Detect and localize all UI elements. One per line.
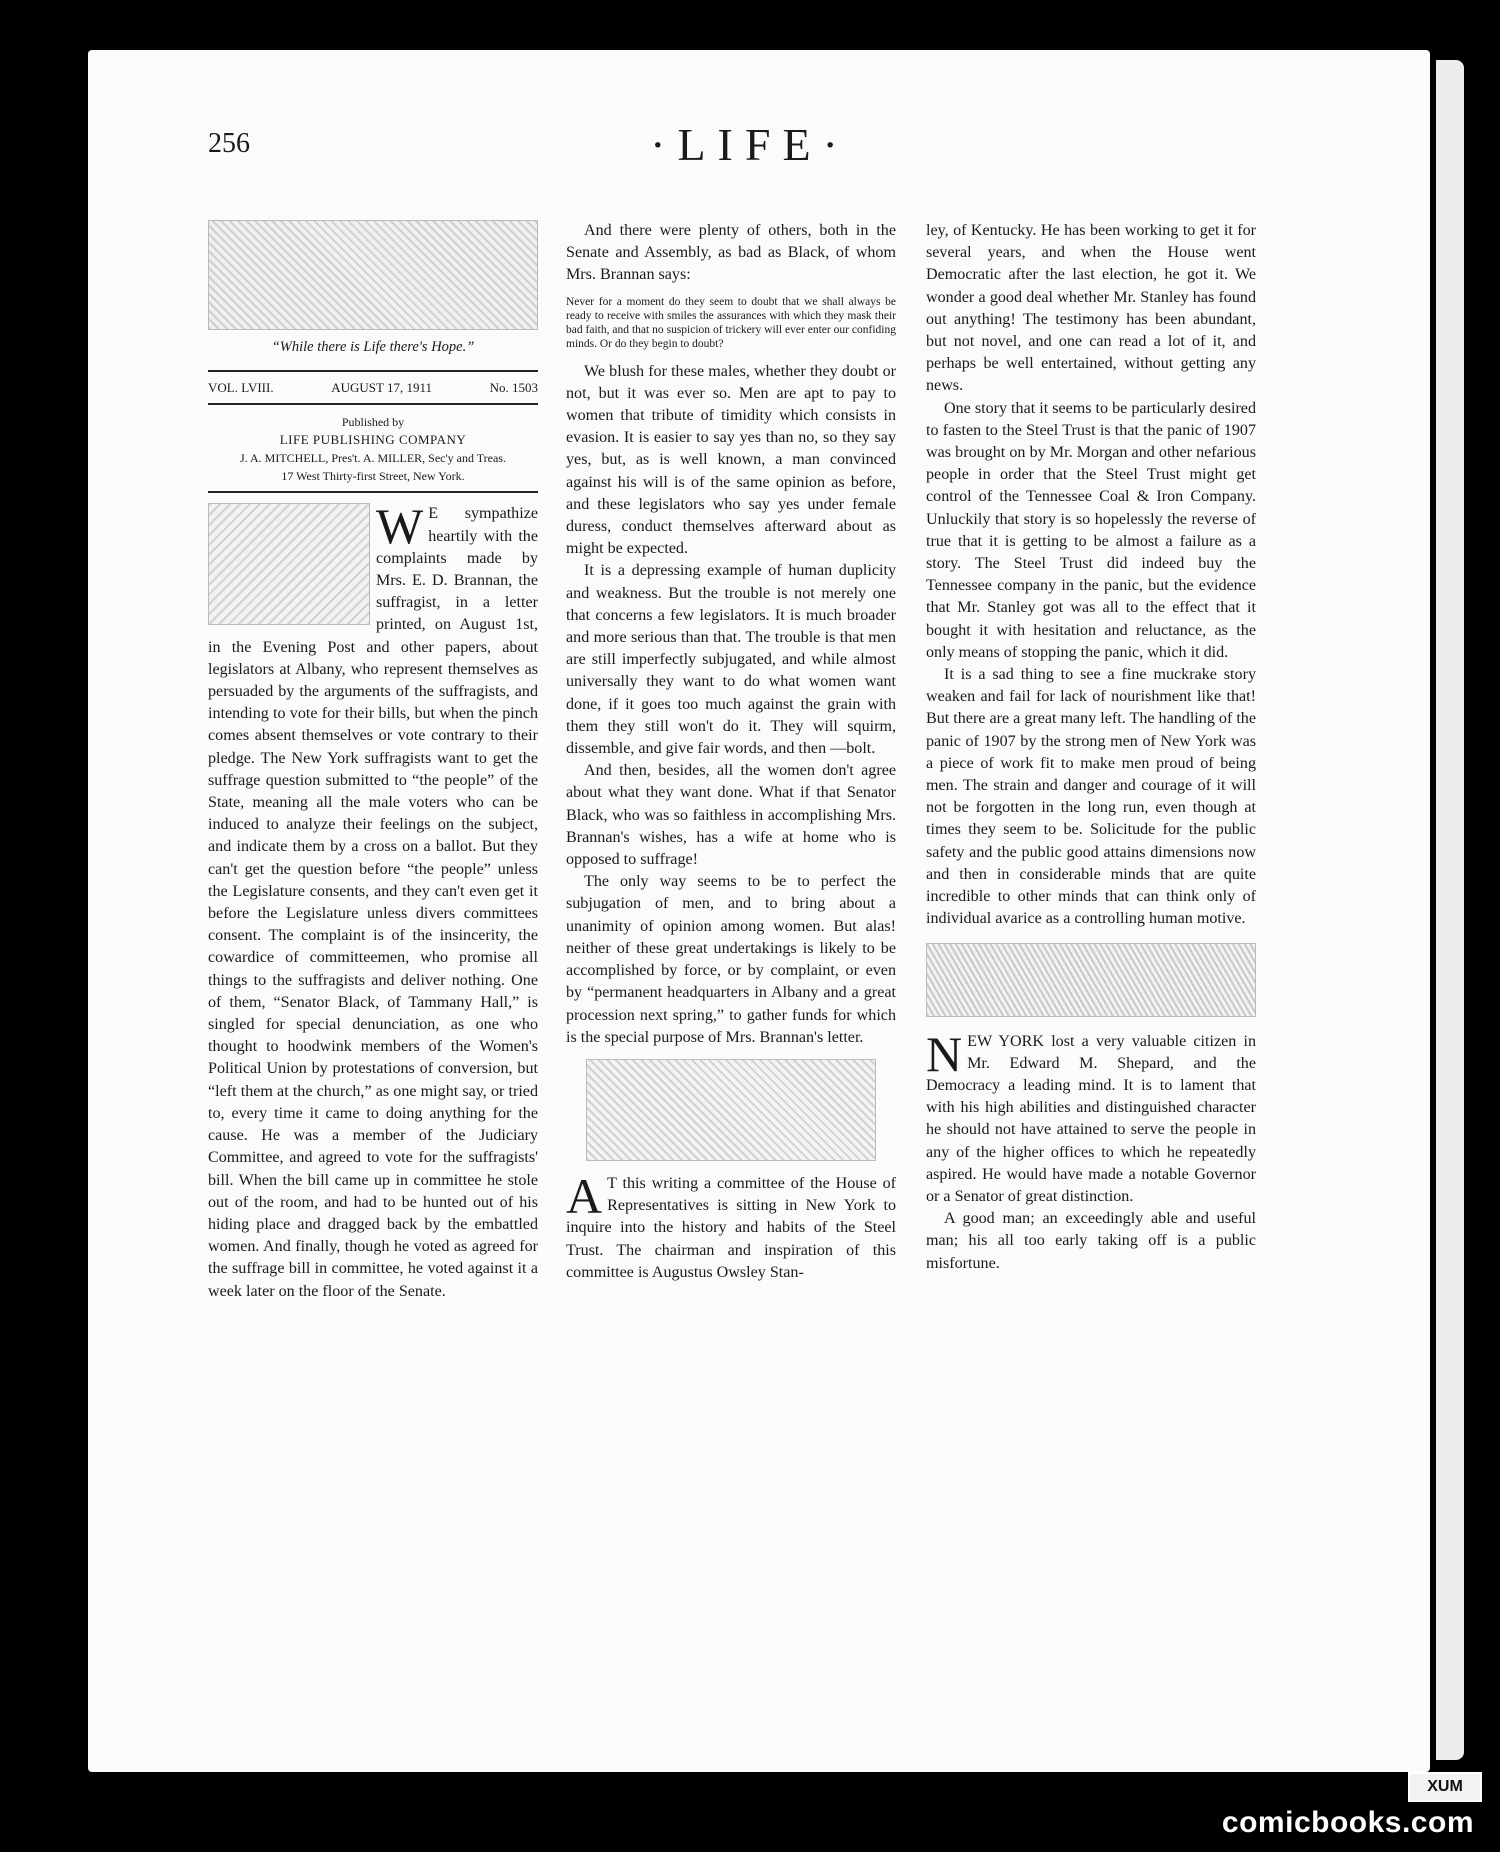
editorial-paragraph: The only way seems to be to perfect the subjugation of men, and to bring about a unanimity of opinion among women. But alas! neither of these great undertakings is likely to be accomplished by force, or by complaint, or even by “permanent headquarters in Albany and a great procession next spring,” to gather funds for which is the special purpose of Mrs. Brannan's letter. bbox=[566, 873, 896, 1046]
editorial-cartoon-illustration bbox=[208, 503, 370, 625]
editorial-paragraph: ley, of Kentucky. He has been working to get it for several years, and when the House went Democratic after the last election, he got it. We wonder a good deal whether Mr. Stanley has found out anything! The testimony has been abundant, but not novel, and one can read a lot of it, and perhaps be well entertained, without getting any news. bbox=[926, 222, 1256, 395]
publisher-block bbox=[208, 413, 538, 485]
column-3 bbox=[926, 220, 1256, 1275]
block-quote: Never for a moment do they seem to doubt that we shall always be ready to receive with smiles the assurances with which they mask their bad faith, and that no suspicion of trickery will ever enter our confiding minds. Or do they begin to doubt? bbox=[566, 295, 896, 350]
publisher-company: LIFE PUBLISHING COMPANY bbox=[279, 432, 467, 448]
page-number: 256 bbox=[208, 128, 250, 159]
column-2 bbox=[566, 220, 896, 1284]
facing-page-edge bbox=[1436, 60, 1464, 1760]
column-1 bbox=[208, 220, 538, 1303]
drop-cap: N bbox=[926, 1025, 963, 1082]
volume-line bbox=[208, 370, 538, 405]
publisher-officers: J. A. MITCHELL, Pres't. A. MILLER, Sec'y and Treas. bbox=[240, 451, 506, 466]
issue-date: AUGUST 17, 1911 bbox=[331, 380, 432, 396]
scythe-illustration bbox=[926, 943, 1256, 1017]
header-cartoon-illustration bbox=[208, 220, 538, 330]
editorial-paragraph: It is a sad thing to see a fine muckrake story weaken and fail for lack of nourishment like that! But there are a great many left. The handling of the panic of 1907 by the strong men of New York was a piece of work fit to make men proud of being men. The strain and danger and courage of it will not be forgotten in the long run, even though at times they seem to be. Solicitude for the public safety and the public good attains dimensions now and then in considerable minds that are quite incredible to other minds that can think only of individual avarice as a controlling human motive. bbox=[926, 666, 1256, 928]
motto: “While there is Life there's Hope.” bbox=[271, 339, 475, 355]
editorial-paragraph: W E sympathize heartily with the complaints made by Mrs. E. D. Brannan, the suffragist, in a letter printed, on August 1st, in the Evening Post and other papers, about legislators at Albany, who represent themselves as persuaded by the arguments of the suffragists, and intending to vote for their bills, but when the pinch comes absent themselves or vote contrary to their pledge. The New York suffragists want to get the suffrage question submitted to “the people” of the State, meaning all the male voters who can be induced to analyze their feelings on the subject, and indicate them by a cross on a ballot. But they can't get the question before “the people” unless the Legislature consents, and they can't even get it before the Legislature unless divers committees consent. The complaint is of the insincerity, the cowardice of committeemen, who promise all things to the suffragists and deliver nothing. One of them, “Senator Black, of Tammany Hall,” is singled for special denunciation, as one who thought to hoodwink members of the Women's Political Union by protestations of conversion, but “left them at the church,” as one might say, or tried to, every time it came to doing anything for the cause. He was a member of the Judiciary Committee, and agreed to vote for the suffragists' bill. When the bill came up in committee he stole out of the room, and had to be hunted out of his hiding place and dragged back by the embattled women. And finally, though he voted as agreed for the suffrage bill in committee, he voted against it a week later on the floor of the Senate. bbox=[208, 498, 538, 1300]
drop-cap: A bbox=[566, 1167, 603, 1224]
editorial-paragraph: NEW YORK lost a very valuable citizen in Mr. Edward M. Shepard, and the Democracy a leading mind. It is to lament that with his high abilities and distinguished character he should not have attained to serve the people in any of the higher offices to which he repeatedly aspired. He would have made a notable Governor or a Senator of great distinction. bbox=[926, 1025, 1256, 1205]
published-by: Published by bbox=[341, 415, 405, 430]
editorial-paragraph: And then, besides, all the women don't agree about what they want done. What if that Senator Black, who was so faithless in accomplishing Mrs. Brannan's wishes, has a wife at home who is opposed to suffrage! bbox=[566, 762, 896, 869]
drop-cap: W bbox=[376, 498, 424, 555]
tree-cartoon-illustration bbox=[586, 1059, 876, 1161]
scan-tag: XUM bbox=[1408, 1772, 1482, 1802]
editorial-paragraph: One story that it seems to be particularly desired to fasten to the Steel Trust is that the panic of 1907 was brought on by Mr. Morgan and other nefarious people in order that the Steel Trust might get control of the Tennessee Coal & Iron Company. Unluckily that story is so hopelessly the reverse of true that it is getting to be almost a failure as a story. The Steel Trust did indeed buy the Tennessee company in the panic, but the evidence that Mr. Stanley got was all to the effect that it bought it with hesitation and reluctance, as the only means of stopping the panic, which it did. bbox=[926, 399, 1256, 661]
editorial-paragraph: And there were plenty of others, both in the Senate and Assembly, as bad as Black, of whom Mrs. Brannan says: bbox=[566, 222, 896, 284]
editorial-paragraph: A T this writing a committee of the House of Representatives is sitting in New York to inquire into the history and habits of the Steel Trust. The chairman and inspiration of this committee is Augustus Owsley Stan- bbox=[566, 1167, 896, 1281]
editorial-paragraph: It is a depressing example of human duplicity and weakness. But the trouble is not merely one that concerns a few legislators. It is much broader and more serious than that. The trouble is that men are still imperfectly subjugated, and while almost universally they want to do what women want done, if it goes too much against the grain with them they still won't do it. They will squirm, dissemble, and give fair words, and then —bolt. bbox=[566, 562, 896, 758]
volume-number: VOL. LVIII. bbox=[208, 380, 274, 396]
editorial-paragraph: A good man; an exceedingly able and useful man; his all too early taking off is a public misfortune. bbox=[926, 1210, 1256, 1272]
publisher-address: 17 West Thirty-first Street, New York. bbox=[281, 469, 465, 484]
site-watermark: comicbooks.com bbox=[1221, 1806, 1474, 1839]
issue-number: No. 1503 bbox=[489, 380, 538, 396]
masthead: ·LIFE· bbox=[650, 119, 850, 170]
divider bbox=[208, 491, 538, 493]
editorial-paragraph: We blush for these males, whether they doubt or not, but it was ever so. Men are apt to pay to women that tribute of timidity which consists in evasion. It is easier to say yes than no, so they say yes, but, as is well known, a man convinced against his will is of the same opinion as before, and these legislators who say yes under female duress, conduct themselves afterward about as might be expected. bbox=[566, 362, 896, 558]
